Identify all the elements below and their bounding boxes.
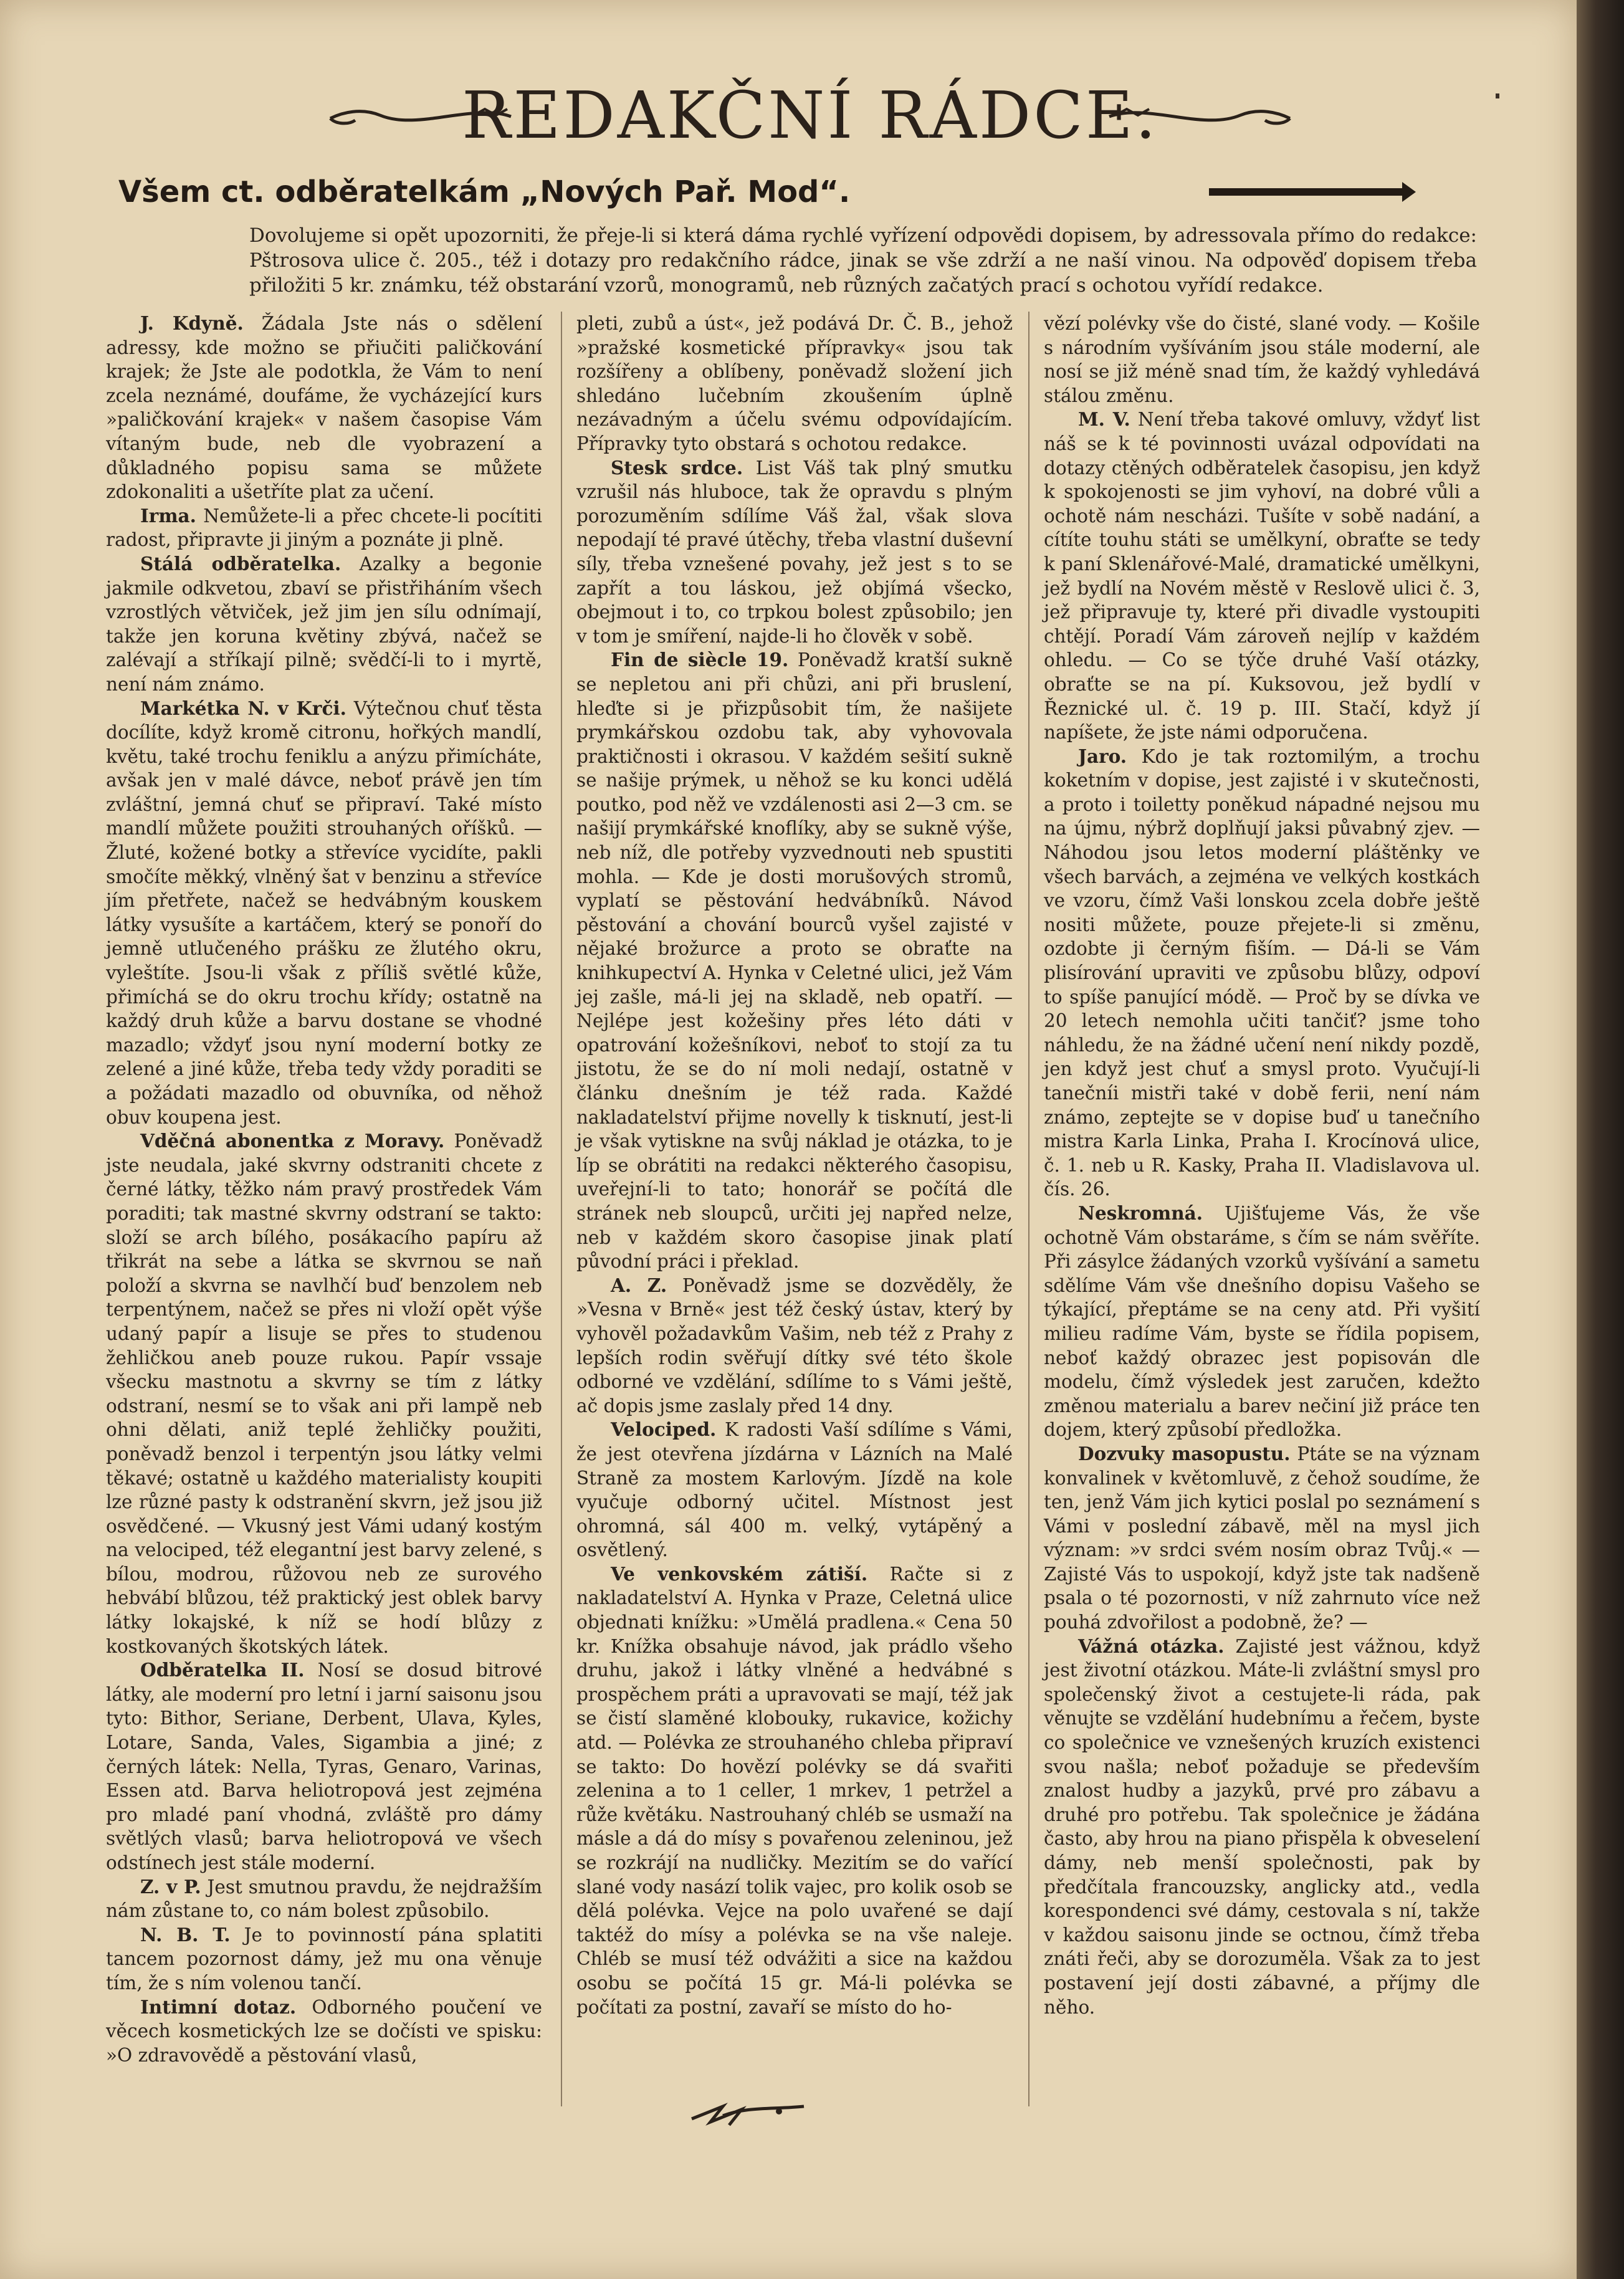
- answer-item: [1044, 312, 1480, 408]
- answer-text: Jest smutnou pravdu, že nejdražším nám zůstane to, co nám bolest způsobilo.: [106, 1876, 542, 1922]
- answer-item: [1044, 1202, 1480, 1442]
- ink-mark: [1496, 93, 1499, 98]
- answer-text: pleti, zubů a úst«, jež podává Dr. Č. B., jehož »pražské kosmetické přípravky« jsou tak rozšířeny a oblíbeny, poněvadž složení jich shledáno lučebním zkoušením úplně nezávadným a účelu svému odpovídajícím. Přípravky tyto obstará s ochotou redakce.: [576, 313, 1013, 454]
- answer-text: Kdo je tak roztomilým, a trochu koketním v dopise, jest zajisté i v skutečnosti, a proto i toiletty poněkud nápadné nejsou mu na újmu, nýbrž doplňují jaksi půvabný zjev. — Náhodou jsou letos moderní pláštěnky ve všech barvách, a zejména ve velkých kostkách ve vzoru, čímž Vaši lonskou zcela dobře ještě nositi můžete, pouze přejete-li si změnu, ozdobte ji černým fiším. — Dá-li se Vám plisírování upraviti ve způsobu blůzy, odpoví to spíše panující módě. — Proč by se dívka ve 20 letech nemohla učiti tančiť? jsme toho náhledu, že na žádné učení není nikdy pozdě, jen když jest chuť a smysl proto. Vyučují-li tanečníi mistři také v době ferii, není nám známo, zeptejte se v dopise buď u tanečního mistra Karla Linka, Praha I. Krocínová ulice, č. 1. neb u R. Kasky, Praha II. Vladislavova ul. čís. 26.: [1044, 745, 1480, 1200]
- answer-item: [106, 312, 542, 504]
- answer-text: Je to povinností pána splatiti tancem pozornost dámy, jež mu ona věnuje tím, že s ním volenou tančí.: [106, 1924, 543, 1994]
- answer-recipient: Irma.: [140, 504, 196, 527]
- notice-rule: [1209, 188, 1402, 196]
- answer-text: Nosí se dosud bitrové látky, ale moderní pro letní i jarní saisonu jsou tyto: Bithor, Seriane, Derbent, Ulava, Kyles, Lotare, Sanda, Vales, Sigambia a jiné; z černých látek: Nella, Tyras, Genaro, Varinas, Essen atd. Barva heliotropová jest zejména pro mladé paní vhodná, zvláště pro dámy světlých vlasů; barva heliotropová ve všech odstínech jest stále moderní.: [106, 1660, 543, 1873]
- answer-recipient: Velociped.: [611, 1418, 717, 1441]
- answer-item: [106, 697, 542, 1130]
- answer-recipient: Vděčná abonentka z Moravy.: [140, 1130, 445, 1152]
- answer-text: Není třeba takové omluvy, vždyť list náš se k té povinnosti uvázal odpovídati na dotazy ctěných odběratelek časopisu, jen když k spokojenosti se jim vyhoví, na dobré vůli a ochotě nám nescházi. Tušíte v sobě nadání, a cítíte touhu státi se umělkyní, obraťte se tedy k paní Sklenářové-Malé, dramatické umělkyni, jež bydlí na Novém městě v Reslově ulici č. 3, jež připravuje ty, které při divadle vystoupiti chtějí. Poradí Vám zároveň nejlíp v každém ohledu. — Co se týče druhé Vaší otázky, obraťte se na pí. Kuksovou, jež bydlí v Řeznické ul. č. 19 p. III. Stačí, když jí napíšete, že jste námi odporučena.: [1044, 409, 1480, 743]
- answer-item: [1044, 1442, 1480, 1635]
- answer-text: Poněvadž kratší sukně se nepletou ani při chůzi, ani při bruslení, hleďte si je přizpůsobit tím, že našijete prymkářskou ozdobu tak, aby vyhovovala praktičnosti i okrasou. V každém sešití sukně se našije prýmek, u něhož se ku konci udělá poutko, pod něž ve vzdálenosti asi 2—3 cm. se našijí prymkářské knoflíky, aby se sukně výše, neb níž, dle potřeby vyzvednouti neb spustiti mohla. — Kde je dosti morušových stromů, vyplatí se pěstování hedvábníků. Návod pěstování a chování bourců vyšel zajisté v nějaké brožurce a proto se obraťte na knihkupectví A. Hynka v Celetné ulici, jež Vám jej zašle, má-li jej na skladě, neb opatří. — Nejlépe jest kožešiny přes léto dáti v opatrování kožešníkovi, neboť to stojí za tu jistotu, že se do ní moli nedají, ostatně v článku dnešním je též rada. Každé nakladatelství přijme novelly k tisknutí, jest-li je však vytiskne na svůj náklad je otázka, to je líp se obrátiti na redakci některého časopisu, uveřejní-li to tato; honorář se počítá dle stránek neb sloupců, určiti jej napřed nelze, neb v každém skoro časopise jinak platí původní práci i překlad.: [576, 649, 1013, 1273]
- answer-text: Zajisté jest vážnou, když jest životní otázkou. Máte-li zvláštní smysl pro společenský život a cestujete-li ráda, pak věnujte se vzdělání hudebnímu a řečem, byste co společnice ve vznešených kruzích existenci svou našla; neboť požaduje se především znalost hudby a jazyků, prvé pro zábavu a druhé pro potřebu. Tak společnice je žádána často, aby hrou na piano přispěla k obveselení dámy, neb menší společnosti, pak by předčítala francouzsky, anglicky atd., vedla korespondenci své dámy, cestovala s ní, takže v každou saisonu jinde se octnou, čímž třeba znáti řeči, aby se dorozuměla. Však za to jest postavení její dosti zábavné, a příjmy dle něho.: [1044, 1635, 1481, 2018]
- answer-text: vězí polévky vše do čisté, slané vody. — Košile s národním vyšíváním jsou stále moderní, ale nosí se již méně snad tím, že každý vyhledává stálou změnu.: [1044, 313, 1480, 406]
- answer-item: [576, 1418, 1013, 1562]
- answer-recipient: Stálá odběratelka.: [140, 552, 342, 575]
- answer-item: [106, 1923, 542, 1995]
- subscriber-notice: [118, 174, 1489, 298]
- answer-text: K radosti Vaší sdílíme s Vámi, že jest otevřena jízdárna v Lázních na Malé Straně za mostem Karlovým. Jízdě na kole vyučuje odborný učitel. Místnost jest ohromná, sál 400 m. velký, vytápěný a osvětlený.: [576, 1419, 1013, 1561]
- answer-item: [1044, 745, 1480, 1202]
- answer-recipient: M. V.: [1078, 408, 1130, 431]
- answer-recipient: Neskromná.: [1078, 1202, 1203, 1224]
- column-divider: [561, 312, 562, 2106]
- answer-text: Azalky a begonie jakmile odkvetou, zbaví se přistřiháním všech vzrostlých větviček, jež jim jen sílu odnímají, takže jen koruna květiny zbývá, načež se zalévají a stříkají pilně; svědčí-li to i myrtě, není nám známo.: [106, 553, 542, 695]
- answer-recipient: Z. v P.: [140, 1875, 201, 1898]
- answer-text: Poněvadž jsme se dozvěděly, že »Vesna v Brně« jest též český ústav, který by vyhověl požadavkům Vašim, neb též z Prahy z lepších rodin svěřují dítky své této škole odborné ve vzdělání, sdílíme to s Vámi ještě, ač dopis jsme zaslaly před 14 dny.: [576, 1274, 1013, 1417]
- answer-recipient: Jaro.: [1078, 745, 1127, 767]
- answer-recipient: N. B. T.: [140, 1923, 231, 1946]
- answer-item: [1044, 408, 1480, 744]
- answer-item: [106, 552, 542, 697]
- answer-recipient: A. Z.: [611, 1274, 667, 1296]
- answer-item: [576, 1274, 1013, 1418]
- answer-text: List Váš tak plný smutku vzrušil nás hluboce, tak že opravdu s plným porozuměním sdílíme Váš žal, však slova nepodají té pravé útěchy, třeba vlastní duševní síly, třeba vznešené povahy, jež jest s to se zapřít a tou láskou, jež objímá všecko, obejmout i to, co trpkou bolest způsobilo; jen v tom je smíření, najde-li ho člověk v sobě.: [576, 457, 1013, 647]
- answer-text: Ptáte se na význam konvalinek v květomluvě, z čehož soudíme, že ten, jenž Vám jich kytici poslal po seznámení s Vámi v poslední zábavě, měl na mysl jich význam: »v srdci svém nosím obraz Tvůj.« — Zajisté Vás to uspokojí, když jste tak nadšeně psala o té pozornosti, v níž zahrnuto více než pouhá zdvořilost a podobně, že? —: [1044, 1443, 1480, 1633]
- answer-recipient: Markétka N. v Krči.: [140, 697, 346, 719]
- column-1: [106, 312, 542, 2067]
- answer-item: [106, 1129, 542, 1658]
- answer-item: [576, 456, 1013, 649]
- right-flourish-icon: [1091, 97, 1296, 134]
- end-ornament-icon: [685, 2094, 810, 2131]
- answer-text: Odborného poučení ve věcech kosmetických lze se dočísti ve spisku: »O zdravovědě a pěstování vlasů,: [106, 1996, 542, 2066]
- answer-recipient: Stesk srdce.: [611, 456, 743, 479]
- page-edge: [1577, 0, 1624, 2279]
- column-3: [1044, 312, 1480, 2019]
- answer-recipient: J. Kdyně.: [140, 312, 244, 334]
- column-divider: [1028, 312, 1029, 2106]
- answer-text: Výtečnou chuť těsta docílíte, když kromě citronu, hořkých mandlí, květu, také trochu feniklu a anýzu přimícháte, avšak jen v malé dávce, neboť právě jen tím zvláštní, jemná chuť se připraví. Také místo mandlí můžete použiti strouhaných oříšků. — Žluté, kožené botky a střevíce vycidíte, pakli smočíte měkký, vlněný šat v benzinu a střevíce jím přetřete, načež se hedvábným kouskem látky vysušíte a kartáčem, který se ponoří do jemně utlučeného prášku ze žlutého okru, vyleštíte. Jsou-li však z příliš světlé kůže, přimíchá se do okru trochu křídy; ostatně na každý druh kůže a barvu dostane se vhodné mazadlo; vždyť jsou nyní moderní botky ze zelené a jiné kůže, třeba tedy vždy poraditi se a požádati mazadlo od obuvníka, od něhož obuv koupena jest.: [106, 697, 542, 1128]
- answer-text: Poněvadž jste neudala, jaké skvrny odstraniti chcete z černé látky, těžko nám pravý prostředek Vám poraditi; tak mastné skvrny odstraní se takto: složí se arch bílého, posákacího papíru až třikrát na sebe a látka se skvrnou se naň položí a skvrna se navlhčí buď benzolem neb terpentýnem, načež se přes ni vloží opět výše udaný papír a lisuje se přes to studenou žehličkou aneb pouze rukou. Papír vssaje všecku mastnotu a skvrny se tím z látky odstraní, nesmí se to však ani při lampě neb ohni dělati, aniž teplé žehličky použiti, poněvadž benzol i terpentýn jsou látky velmi těkavé; ostatně u každého materialisty koupiti lze různé pasty k odstranění skvrn, jež jsou již osvědčené. — Vkusný jest Vámi udaný kostým na velociped, též elegantní jest barvy zelené, s bílou, modrou, růžovou neb ze surového hebvábí blůzou, též praktický jest oblek barvy látky lokajské, k níž se hodí blůzy z kostkovaných škotských látek.: [106, 1130, 542, 1657]
- answer-recipient: Odběratelka II.: [140, 1659, 305, 1681]
- answer-recipient: Ve venkovském zátiší.: [611, 1562, 868, 1585]
- answer-item: [106, 1658, 542, 1875]
- answer-recipient: Fin de siècle 19.: [611, 649, 789, 671]
- notice-text: Dovolujeme si opět upozorniti, že přeje-li si která dáma rychlé vyřízení odpovědi dopisem, by adressovala přímo do redakce: Pštrosova ulice č. 205., též i dotazy pro redakčního rádce, jinak se vše zdrží a ne naší vinou. Na odpověď dopisem třeba přiložiti 5 kr. známku, též obstarání vzorů, monogramů, neb různých začatých prací s ochotou vyřídí redakce.: [249, 224, 1477, 297]
- answer-item: [1044, 1635, 1480, 2020]
- left-flourish-icon: [324, 97, 530, 134]
- answer-text: Nemůžete-li a přec chcete-li pocítiti radost, připravte ji jiným a poznáte ji plně.: [106, 505, 542, 551]
- answer-text: Žádala Jste nás o sdělení adressy, kde možno se přiučiti paličkování krajek; že Jste ale podotkla, že Vám to není zcela neznámé, doufáme, že vycházející kurs »paličkování krajek« v našem časopise Vám vítaným bude, neb dle vyobrazení a důkladného popisu sama se můžete zdokonaliti a ušetříte plat za učení.: [106, 313, 542, 503]
- answer-recipient: Vážná otázka.: [1078, 1635, 1225, 1657]
- answer-item: [106, 504, 542, 552]
- section-title: REDAKČNÍ RÁDCE.: [462, 77, 1158, 153]
- answer-item: [576, 1562, 1013, 2019]
- notice-title: Všem ct. odběratelkám „Nových Pař. Mod“.: [118, 174, 851, 209]
- answer-text: Račte si z nakladatelství A. Hynka v Praze, Celetná ulice objednati knížku: »Umělá pradlena.« Cena 50 kr. Knížka obsahuje návod, jak prádlo všeho druhu, jakož i látky vlněné a hedvábné s prospěchem práti a upravovati se mají, též jak se čistí slaměné klobouky, rukavice, kožichy atd. — Polévka ze strouhaného chleba připraví se takto: Do hovězí polévky se dá svařiti zelenina a to 1 celler, 1 mrkev, 1 petržel a růže květáku. Nastrouhaný chléb se usmaží na másle a dá do mísy s povařenou zeleninou, jež se rozkrájí na nudličky. Mezitím se do vařící slané vody nasází tolik vajec, pro kolik osob se dělá polévka. Vejce na polo uvařené se dají taktéž do mísy a polévka se na vše naleje. Chléb se musí též odvážiti a sice na každou osobu se počítá 15 gr. Má-li polévka se počítati za postní, zavaří se místo do ho-: [576, 1563, 1013, 2018]
- answer-text: Ujišťujeme Vás, že vše ochotně Vám obstaráme, s čím se nám svěříte. Při zásylce žádaných vzorků vyšívání a sametu sdělíme Vám vše dnešního dopisu Vašeho se týkající, přeptáme se na ceny atd. Při vyšití milieu radíme Vám, byste se řídila popisem, neboť každý obrazec jest popisován dle modelu, čímž výsledek jest zaručen, kdežto změnou materialu a barev nečiní již práce ten dojem, který způsobí předložka.: [1044, 1202, 1480, 1441]
- answer-item: [576, 648, 1013, 1273]
- answer-item: [106, 1875, 542, 1923]
- answer-recipient: Intimní dotaz.: [140, 1995, 297, 2018]
- masthead: [312, 69, 1309, 162]
- answer-item: [106, 1995, 542, 2068]
- answer-recipient: Dozvuky masopustu.: [1078, 1442, 1291, 1464]
- answer-item: [576, 312, 1013, 456]
- column-2: [576, 312, 1013, 2019]
